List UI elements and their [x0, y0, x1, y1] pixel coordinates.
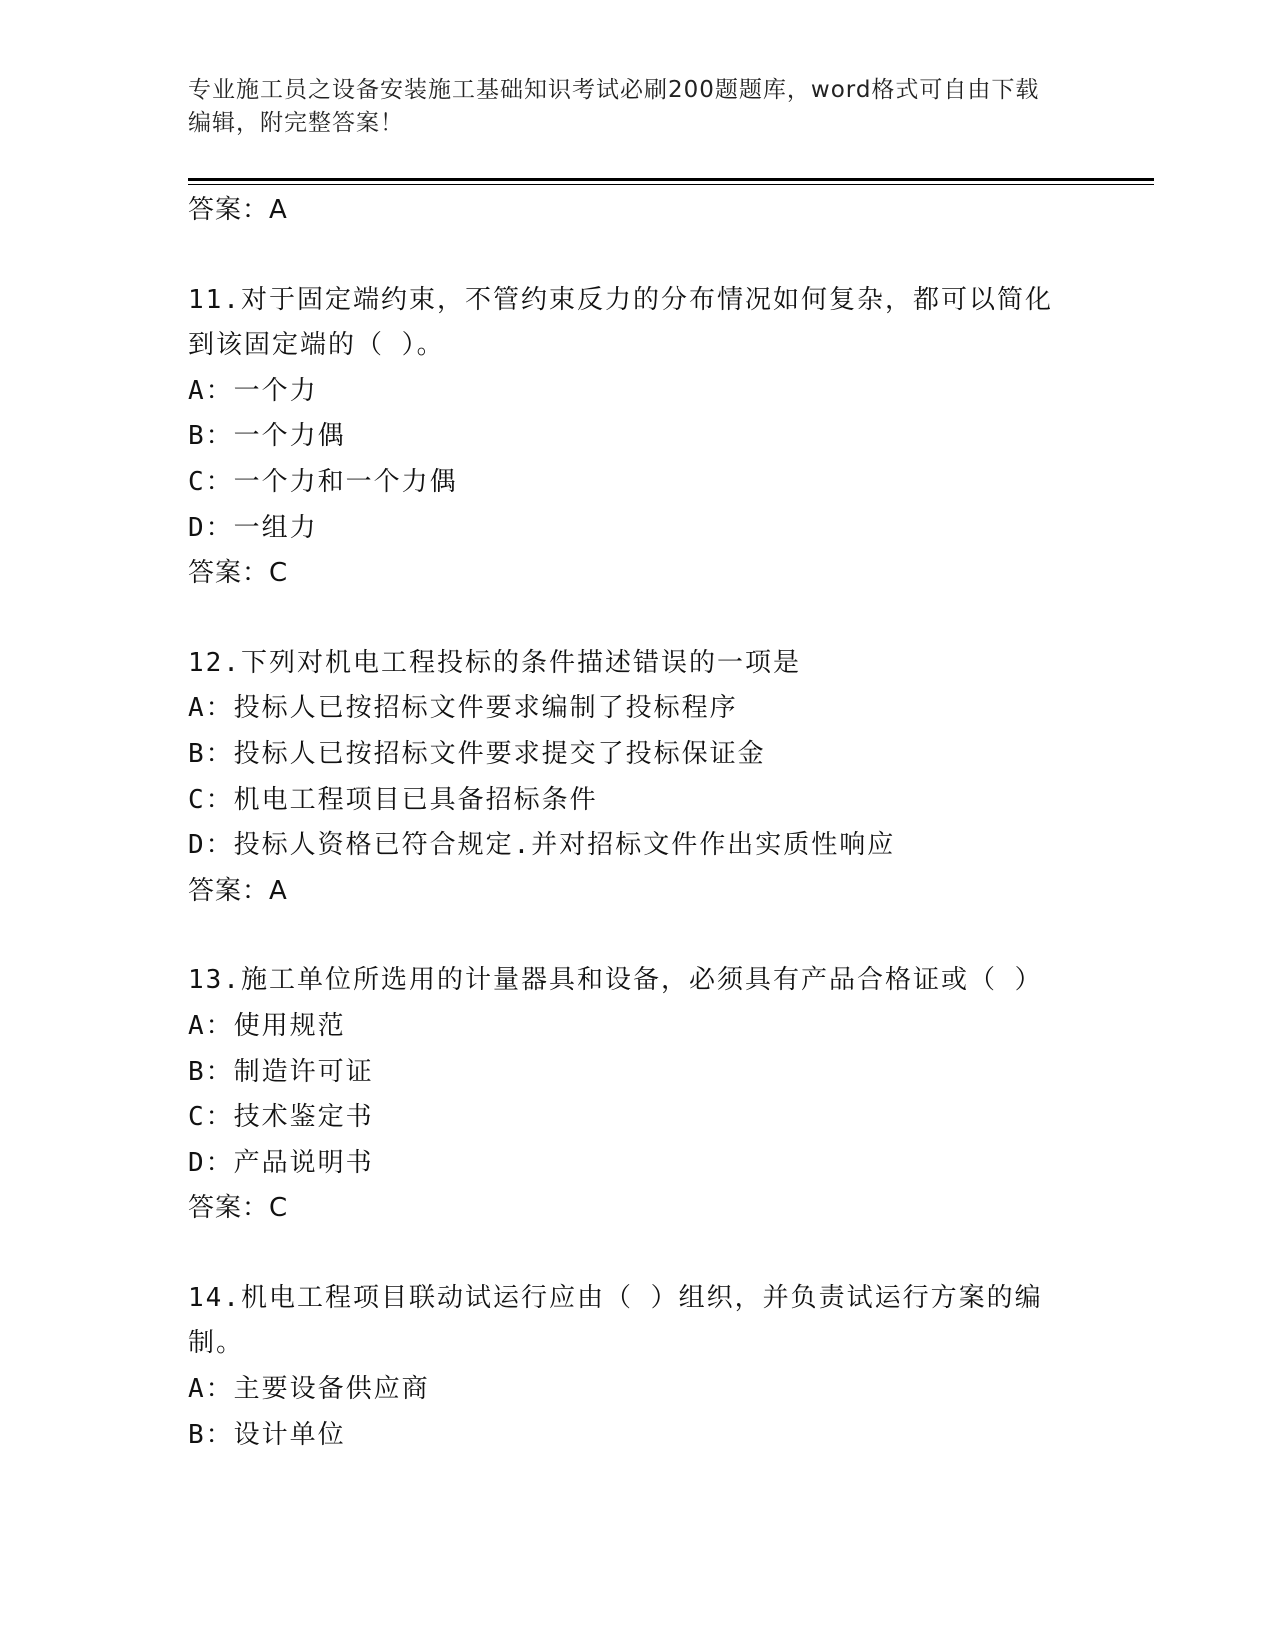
question-stem: 12.下列对机电工程投标的条件描述错误的一项是 [188, 647, 801, 678]
option-a: A：使用规范 [188, 1010, 346, 1041]
answer-line: 答案：C [188, 1193, 289, 1224]
option-c: C：机电工程项目已具备招标条件 [188, 784, 598, 815]
option-b: B：一个力偶 [188, 421, 346, 452]
header-line-1: 专业施工员之设备安装施工基础知识考试必刷200题题库，word格式可自由下载 [188, 77, 1040, 103]
option-b: B：设计单位 [188, 1419, 346, 1450]
option-d: D：产品说明书 [188, 1147, 374, 1178]
option-b: B：制造许可证 [188, 1056, 374, 1087]
page-header [188, 74, 1088, 140]
option-a: A：一个力 [188, 375, 318, 406]
question-stem: 到该固定端的（ ）。 [188, 330, 445, 361]
question-list [188, 188, 1088, 1458]
option-c: C：一个力和一个力偶 [188, 466, 458, 497]
option-a: A：投标人已按招标文件要求编制了投标程序 [188, 693, 738, 724]
question-stem: 14.机电工程项目联动试运行应由（ ）组织，并负责试运行方案的编 [188, 1282, 1043, 1313]
option-d: D：投标人资格已符合规定.并对招标文件作出实质性响应 [188, 830, 896, 861]
question-12 [188, 641, 1088, 915]
question-stem: 13.施工单位所选用的计量器具和设备，必须具有产品合格证或（ ） [188, 965, 1043, 996]
question-stem: 制。 [188, 1328, 245, 1359]
answer-line: 答案：A [188, 195, 288, 225]
option-a: A：主要设备供应商 [188, 1374, 430, 1405]
answer-line: 答案：C [188, 558, 289, 589]
question-11 [188, 278, 1088, 597]
header-rule-thin [188, 184, 1154, 185]
option-c: C：技术鉴定书 [188, 1102, 374, 1133]
header-rule-thick [188, 178, 1154, 181]
answer-line: 答案：A [188, 875, 288, 906]
question-13 [188, 958, 1088, 1232]
question-stem: 11.对于固定端约束，不管约束反力的分布情况如何复杂，都可以简化 [188, 284, 1053, 315]
option-b: B：投标人已按招标文件要求提交了投标保证金 [188, 738, 766, 769]
header-line-2: 编辑，附完整答案！ [188, 110, 404, 136]
option-d: D：一组力 [188, 512, 318, 543]
question-14 [188, 1276, 1088, 1458]
